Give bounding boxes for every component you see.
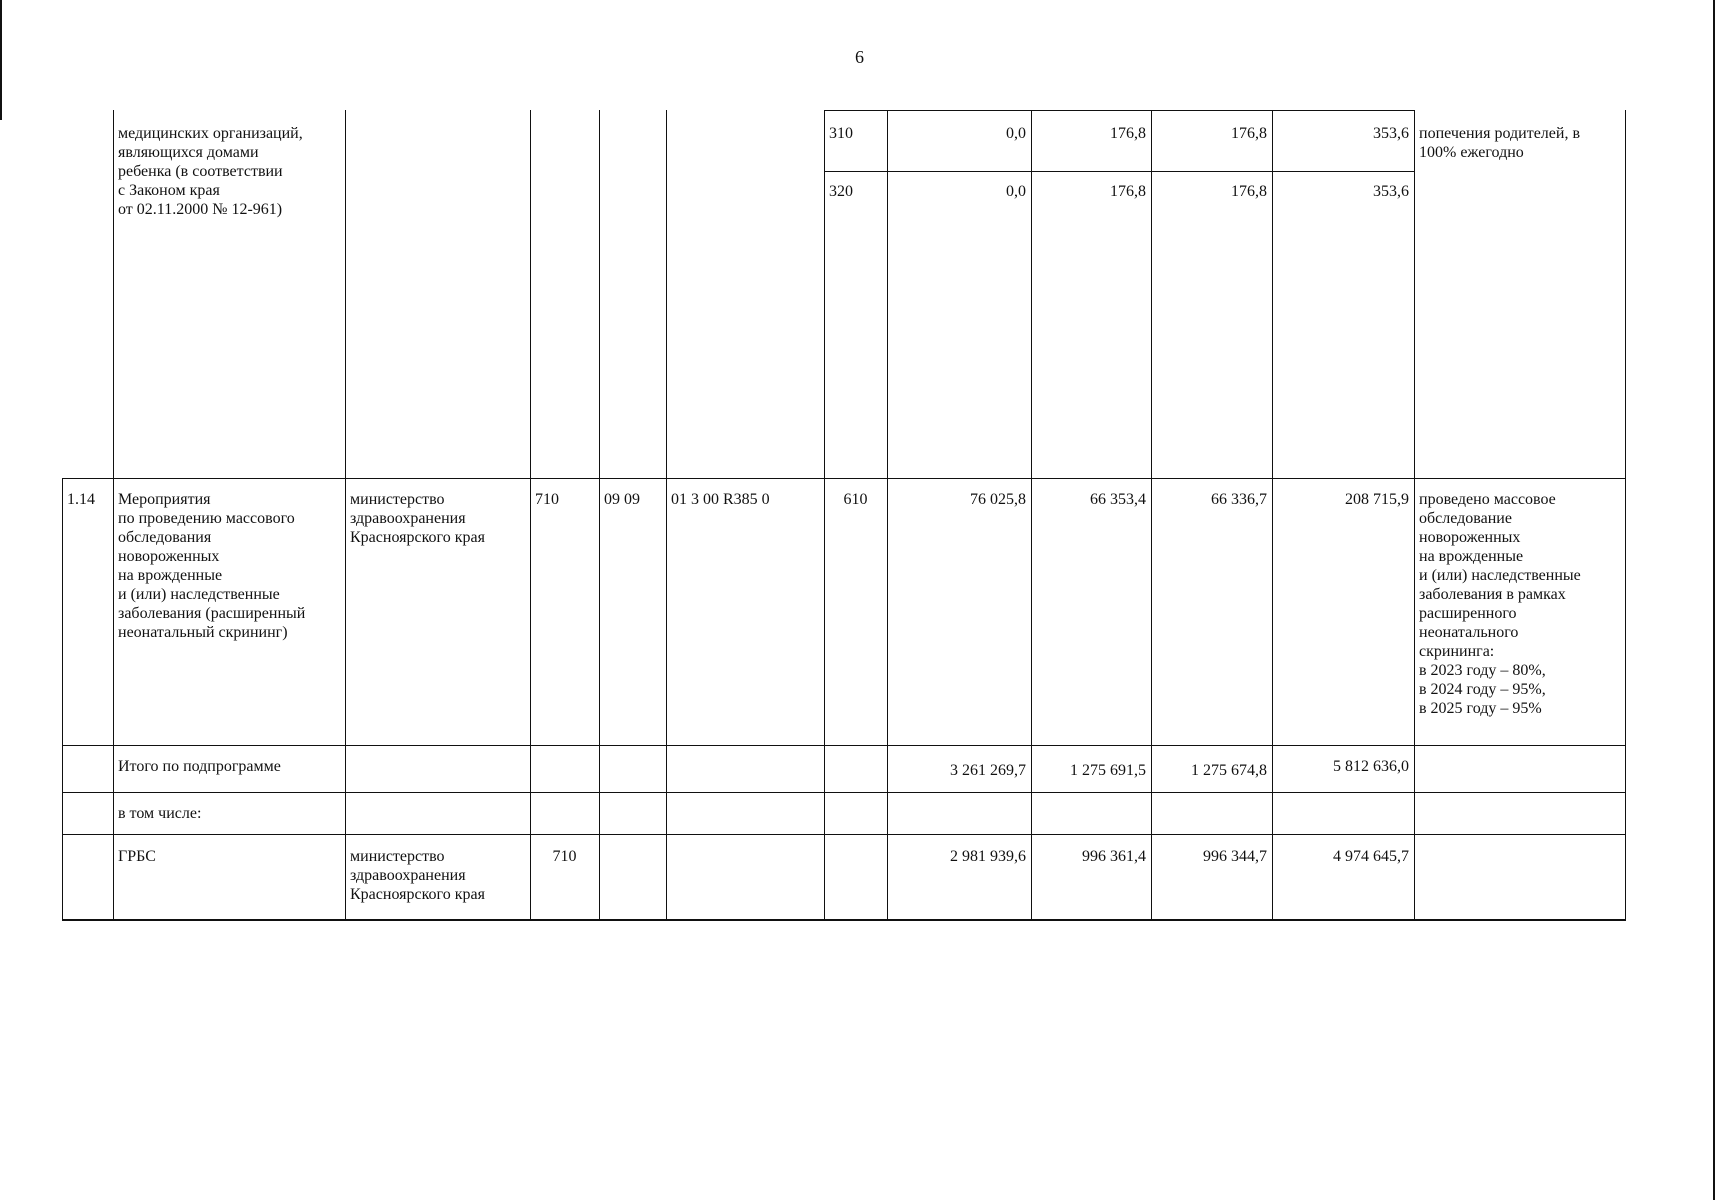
column-divider (1272, 110, 1273, 920)
column-divider (1031, 110, 1032, 920)
table-border-bottom (62, 919, 1626, 921)
value-total: 353,6 (1373, 183, 1409, 200)
value-2025: 176,8 (1231, 125, 1267, 142)
value-2024: 176,8 (1110, 125, 1146, 142)
value-total: 208 715,9 (1345, 491, 1409, 508)
subtotal-2025: 1 275 674,8 (1191, 762, 1267, 779)
grbs-code: 710 (552, 848, 577, 865)
value-2024: 176,8 (1110, 183, 1146, 200)
value-2024: 66 353,4 (1090, 491, 1146, 508)
including-label: в том числе: (118, 805, 202, 822)
value-total: 353,6 (1373, 125, 1409, 142)
value-2023: 0,0 (1006, 125, 1026, 142)
value-2025: 176,8 (1231, 183, 1267, 200)
grbs-label: ГРБС (118, 848, 156, 865)
subtotal-total: 5 812 636,0 (1333, 758, 1409, 775)
grbs-name: министерство здравоохранения Красноярского края (350, 491, 485, 546)
value-2023: 76 025,8 (970, 491, 1026, 508)
vr-cell: 610 (843, 491, 868, 508)
expected-result: проведено массовое обследование новороженных на врожденные и (или) наследственные заболевания в рамках расширенного неонатального скрининга: в 2023 году – 80%, в 2024 году – 95%, в 2025 году – 95% (1419, 491, 1581, 717)
row-divider (824, 171, 1414, 172)
value-2025: 66 336,7 (1211, 491, 1267, 508)
column-divider (1151, 110, 1152, 920)
vr-cell: 310 (829, 125, 853, 142)
row-divider (62, 745, 1626, 746)
scan-edge-right (1713, 0, 1715, 1200)
column-divider (666, 110, 667, 920)
subtotal-label: Итого по подпрограмме (118, 758, 281, 775)
measure-name-continued: медицинских организаций, являющихся домами ребенка (в соответствии с Законом края от 02.11.2000 № 12-961) (118, 125, 303, 218)
target-article: 01 3 00 R385 0 (671, 491, 770, 508)
column-divider (530, 110, 531, 920)
grbs-2024: 996 361,4 (1082, 848, 1146, 865)
row-divider (62, 792, 1626, 793)
value-2023: 0,0 (1006, 183, 1026, 200)
grbs-2025: 996 344,7 (1203, 848, 1267, 865)
grbs-code: 710 (535, 491, 559, 508)
subtotal-2023: 3 261 269,7 (950, 762, 1026, 779)
grbs-2023: 2 981 939,6 (950, 848, 1026, 865)
table-border-left (62, 478, 63, 920)
column-divider (599, 110, 600, 920)
subtotal-2024: 1 275 691,5 (1070, 762, 1146, 779)
grbs-total: 4 974 645,7 (1333, 848, 1409, 865)
section-code: 09 09 (604, 491, 640, 508)
vr-cell: 320 (829, 183, 853, 200)
page-number: 6 (855, 47, 864, 67)
measure-name: Мероприятия по проведению массового обследования новороженных на врожденные и (или) наследственные заболевания (расширенный неонатальный скрининг) (118, 491, 306, 641)
row-divider (824, 110, 1414, 111)
column-divider (824, 110, 825, 920)
row-divider (62, 834, 1626, 835)
table-border-right (1625, 110, 1626, 920)
scan-edge-left (0, 0, 2, 120)
grbs-name: министерство здравоохранения Красноярского края (350, 848, 485, 903)
row-divider (62, 478, 1626, 479)
expected-result-continued: попечения родителей, в 100% ежегодно (1419, 125, 1580, 161)
column-divider (887, 110, 888, 920)
item-number: 1.14 (67, 491, 95, 508)
